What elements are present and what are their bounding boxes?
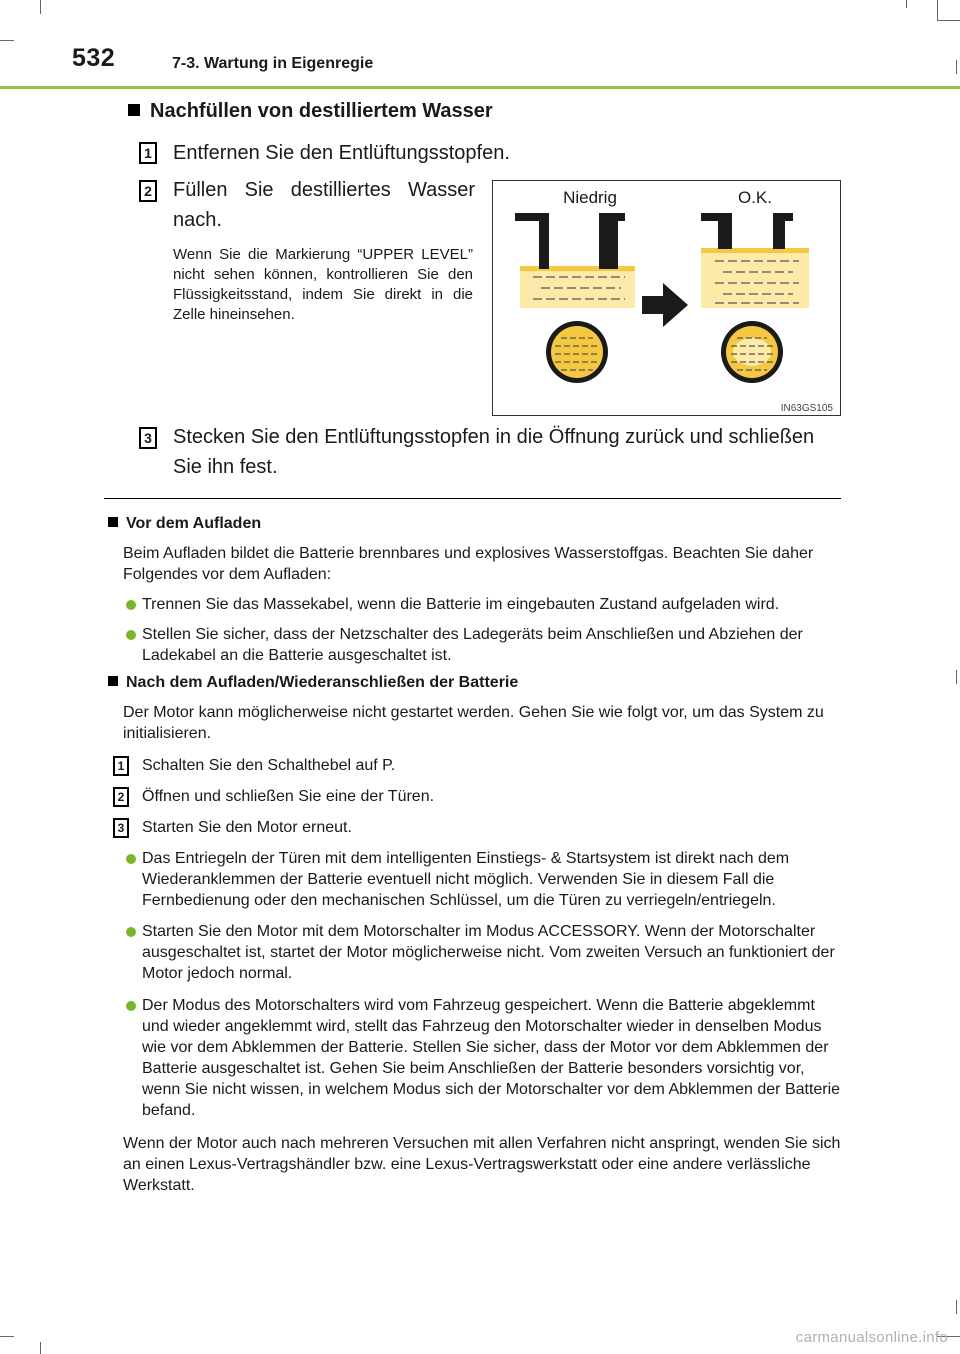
step-2-badge: 2 xyxy=(139,180,157,202)
substep-1-badge: 1 xyxy=(113,756,129,776)
note-heading-text: Nach dem Aufladen/Wiederanschließen der Batterie xyxy=(126,674,519,691)
square-bullet-icon xyxy=(108,517,118,527)
section-divider xyxy=(104,498,841,499)
substep-1-text: Schalten Sie den Schalthebel auf P. xyxy=(142,757,396,774)
battery-fill-figure xyxy=(492,180,841,416)
bullet-item: Der Modus des Motorschalters wird vom Fahrzeug gespeichert. Wenn die Batterie abgeklemmt und wieder angeklemmt wird, stellt das Fahrzeug den Motorschalter wieder in denselben Modus wie vor dem Abklemmen der Batterie. Stellen Sie sicher, dass der Motor vor dem Abklemmen der Batterie ausgeschaltet ist. Gehen Sie beim Anschließen der Batterie besonders vorsichtig vor, wenn Sie nicht wissen, in welchem Modus sich der Motorschalter vor dem Abklemmen der Batterie befand. xyxy=(142,997,841,1119)
step-1-badge: 1 xyxy=(139,142,157,164)
bullet-item: Stellen Sie sicher, dass der Netzschalter des Ladegeräts beim Anschließen und Abziehen der Ladekabel an die Batterie ausgeschaltet ist. xyxy=(142,626,803,664)
note-paragraph: Der Motor kann möglicherweise nicht gestartet werden. Gehen Sie wie folgt vor, um das System zu initialisieren. xyxy=(123,704,824,742)
note-heading-before-charging xyxy=(108,515,261,533)
section-title: 7-3. Wartung in Eigenregie xyxy=(172,55,374,72)
bullet-item: Starten Sie den Motor mit dem Motorschalter im Modus ACCESSORY. Wenn der Motorschalter ausgeschaltet ist, startet der Motor möglicherweise nicht. Vom zweiten Versuch an funktioniert der Motor jedoch normal. xyxy=(142,923,835,982)
ok-level-cell xyxy=(701,213,809,308)
substep-3-text: Starten Sie den Motor erneut. xyxy=(142,819,352,836)
main-heading-text: Nachfüllen von destilliertem Wasser xyxy=(150,100,493,122)
page-number: 532 xyxy=(72,44,116,72)
square-bullet-icon xyxy=(128,104,140,116)
bullet-item: Das Entriegeln der Türen mit dem intelligenten Einstiegs- & Startsystem ist direkt nach dem Wiederanklemmen der Batterie eventuell nicht möglich. Verwenden Sie in diesem Fall die Fernbedienung oder den mechanischen Schlüssel, um die Türen zu verriegeln/entriegeln. xyxy=(142,850,790,909)
note-paragraph: Beim Aufladen bildet die Batterie brennbares und explosives Wasserstoffgas. Beachten Sie daher Folgendes vor dem Aufladen: xyxy=(123,545,814,583)
bullet-dot-icon xyxy=(126,854,136,864)
crop-mark xyxy=(0,40,14,41)
bullet-dot-icon xyxy=(126,600,136,610)
crop-mark xyxy=(937,0,938,20)
main-heading xyxy=(128,100,493,123)
substep-2-badge: 2 xyxy=(113,787,129,807)
closing-paragraph: Wenn der Motor auch nach mehreren Versuchen mit allen Verfahren nicht anspringt, wenden Sie sich an einen Lexus-Vertragshändler bzw. eine Lexus-Vertragswerkstatt oder eine andere verlässliche Werkstatt. xyxy=(123,1135,841,1194)
low-level-cell xyxy=(515,213,635,308)
ok-level-view xyxy=(721,321,783,383)
square-bullet-icon xyxy=(108,676,118,686)
substep-2-text: Öffnen und schließen Sie eine der Türen. xyxy=(142,788,435,805)
label-ok: O.K. xyxy=(737,188,773,207)
note-heading-text: Vor dem Aufladen xyxy=(126,515,262,532)
step-2-note: Wenn Sie die Markierung “UPPER LEVEL” nicht sehen können, kontrollieren Sie den Flüssigkeitsstand, indem Sie direkt in die Zelle hineinsehen. xyxy=(173,246,473,323)
crop-mark xyxy=(956,1300,957,1314)
crop-mark xyxy=(956,670,957,684)
step-3-badge: 3 xyxy=(139,427,157,449)
bullet-dot-icon xyxy=(126,630,136,640)
step-3-text: Stecken Sie den Entlüftungsstopfen in die Öffnung zurück und schließen Sie ihn fest. xyxy=(173,426,815,478)
crop-mark xyxy=(40,0,41,14)
step-2-text: Füllen Sie destilliertes Wasser nach. xyxy=(173,179,475,231)
crop-mark xyxy=(0,1336,14,1337)
crop-mark xyxy=(40,1342,41,1354)
watermark: carmanualsonline.info xyxy=(795,1329,948,1346)
label-low: Niedrig xyxy=(563,188,617,207)
note-heading-after-charging xyxy=(108,674,518,692)
header-rule xyxy=(0,86,960,89)
bullet-dot-icon xyxy=(126,927,136,937)
low-level-view xyxy=(546,321,608,383)
crop-mark xyxy=(906,0,907,8)
substep-3-badge: 3 xyxy=(113,818,129,838)
figure-code: IN63GS105 xyxy=(780,403,833,414)
bullet-item: Trennen Sie das Massekabel, wenn die Batterie im eingebauten Zustand aufgeladen wird. xyxy=(142,596,780,613)
battery-level-illustration xyxy=(493,181,840,415)
arrow-right-icon xyxy=(642,283,688,327)
crop-mark xyxy=(937,20,960,21)
crop-mark xyxy=(956,60,957,74)
step-1-text: Entfernen Sie den Entlüftungsstopfen. xyxy=(173,142,510,164)
bullet-dot-icon xyxy=(126,1001,136,1011)
